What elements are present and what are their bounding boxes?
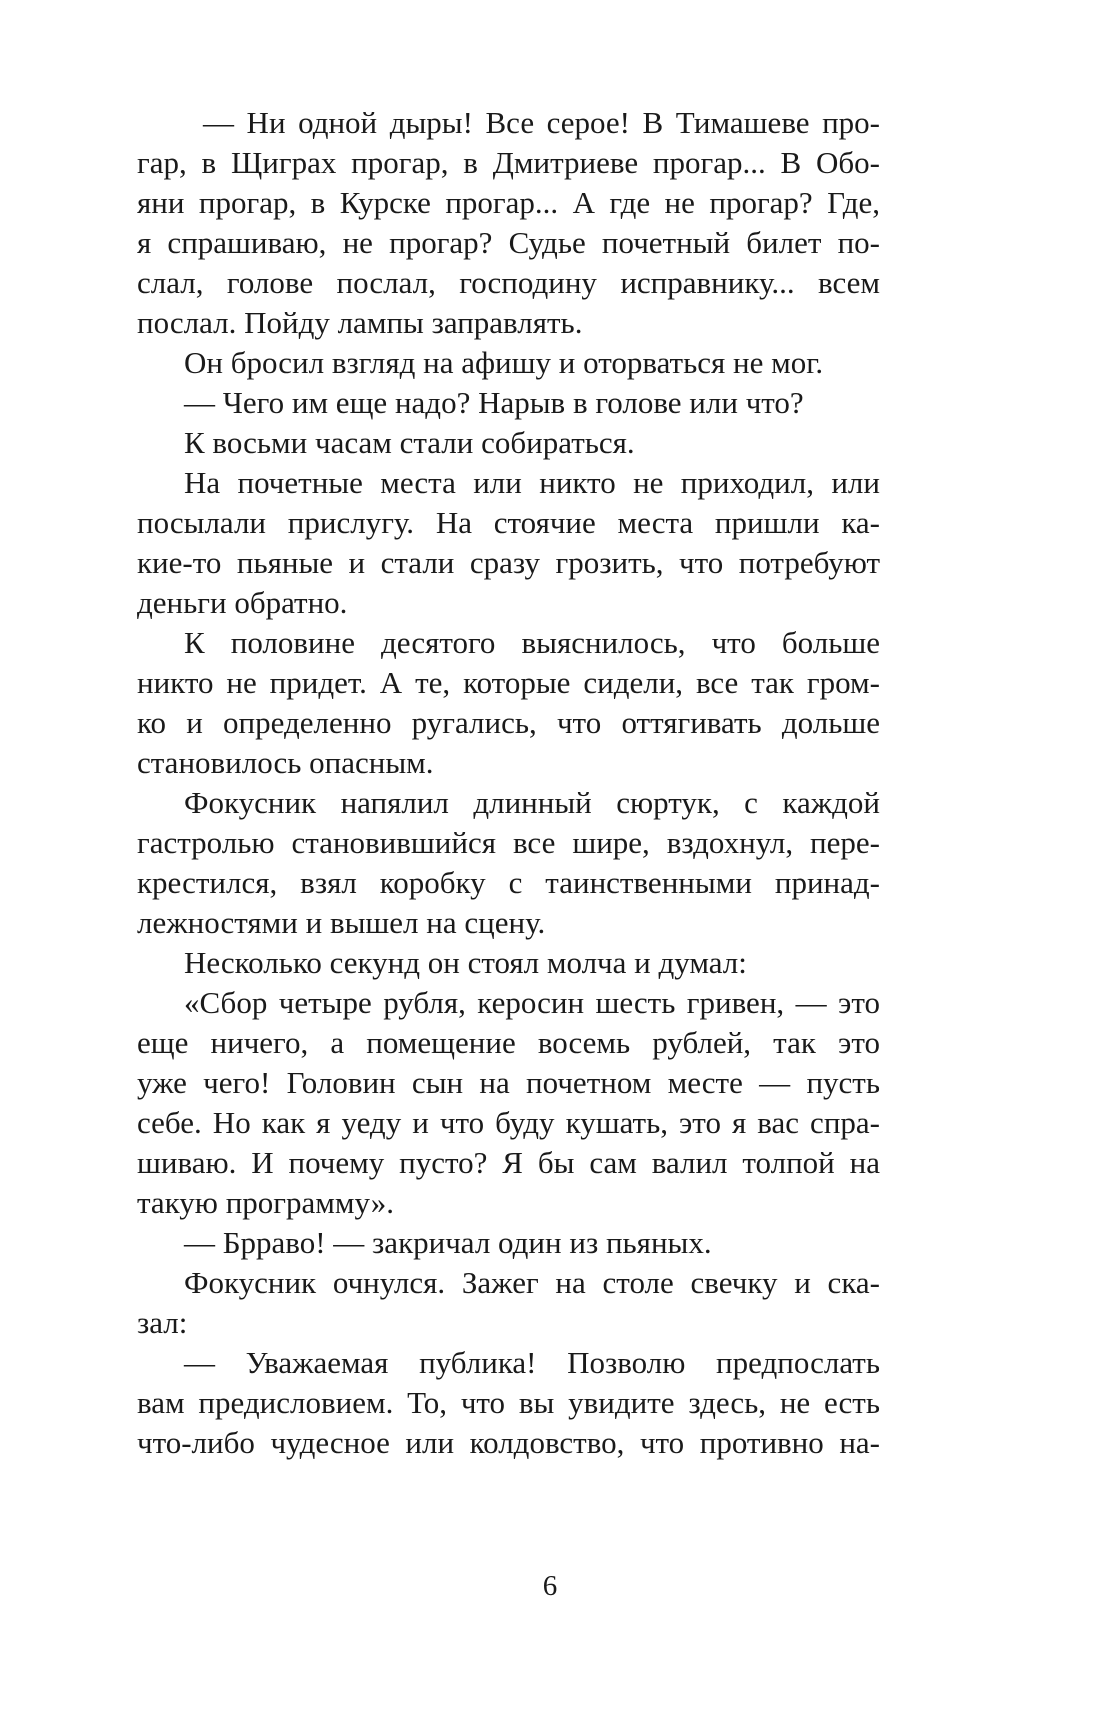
text-line: яни прогар, в Курске прогар... А где не прогар? Где, <box>137 185 880 220</box>
text-line: — Чего им еще надо? Нарыв в голове или что? <box>184 385 804 420</box>
text-line: я спрашиваю, не прогар? Судье почетный билет по- <box>137 225 880 260</box>
text-line: себе. Но как я уеду и что буду кушать, это я вас спра- <box>137 1105 880 1140</box>
text-line: «Сбор четыре рубля, керосин шесть гривен, — это <box>184 985 880 1020</box>
text-line: Несколько секунд он стоял молча и думал: <box>184 945 747 980</box>
text-line: лежностями и вышел на сцену. <box>137 905 546 940</box>
text-line: деньги обратно. <box>137 585 348 620</box>
text-line: послал. Пойду лампы заправлять. <box>137 305 583 340</box>
text-line: Он бросил взгляд на афишу и оторваться не мог. <box>184 345 824 380</box>
text-line: кие-то пьяные и стали сразу грозить, что потребуют <box>137 545 880 580</box>
text-line: посылали прислугу. На стоячие места пришли ка- <box>137 505 880 540</box>
text-line: К восьми часам стали собираться. <box>184 425 635 460</box>
text-line: — Уважаемая публика! Позволю предпослать <box>184 1345 880 1380</box>
text-line: никто не придет. А те, которые сидели, все так гром- <box>137 665 880 700</box>
text-line: Фокусник напялил длинный сюртук, с каждой <box>184 785 880 820</box>
text-line: такую программу». <box>137 1185 395 1220</box>
text-line: — Брраво! — закричал один из пьяных. <box>184 1225 712 1260</box>
text-line: гастролью становившийся все шире, вздохнул, пере- <box>137 825 880 860</box>
text-line: вам предисловием. То, что вы увидите здесь, не есть <box>137 1385 880 1420</box>
text-line: гар, в Щиграх прогар, в Дмитриеве прогар... В Обо- <box>137 145 880 180</box>
text-line: шиваю. И почему пусто? Я бы сам валил толпой на <box>137 1145 880 1180</box>
text-line: — Ни одной дыры! Все серое! В Тимашеве про- <box>203 105 880 140</box>
text-line: становилось опасным. <box>137 745 434 780</box>
text-line: ко и определенно ругались, что оттягивать дольше <box>137 705 880 740</box>
text-line: что-либо чудесное или колдовство, что противно на- <box>137 1425 880 1460</box>
text-line: уже чего! Головин сын на почетном месте — пусть <box>137 1065 880 1100</box>
text-line: Фокусник очнулся. Зажег на столе свечку и ска- <box>184 1265 880 1300</box>
text-line: К половине десятого выяснилось, что больше <box>184 625 880 660</box>
text-line: зал: <box>137 1305 188 1340</box>
text-line: слал, голове послал, господину исправнику... всем <box>137 265 880 300</box>
text-line: крестился, взял коробку с таинственными принад- <box>137 865 880 900</box>
page-number: 6 <box>542 1570 558 1602</box>
text-line: На почетные места или никто не приходил, или <box>184 465 880 500</box>
text-line: еще ничего, а помещение восемь рублей, так это <box>137 1025 880 1060</box>
